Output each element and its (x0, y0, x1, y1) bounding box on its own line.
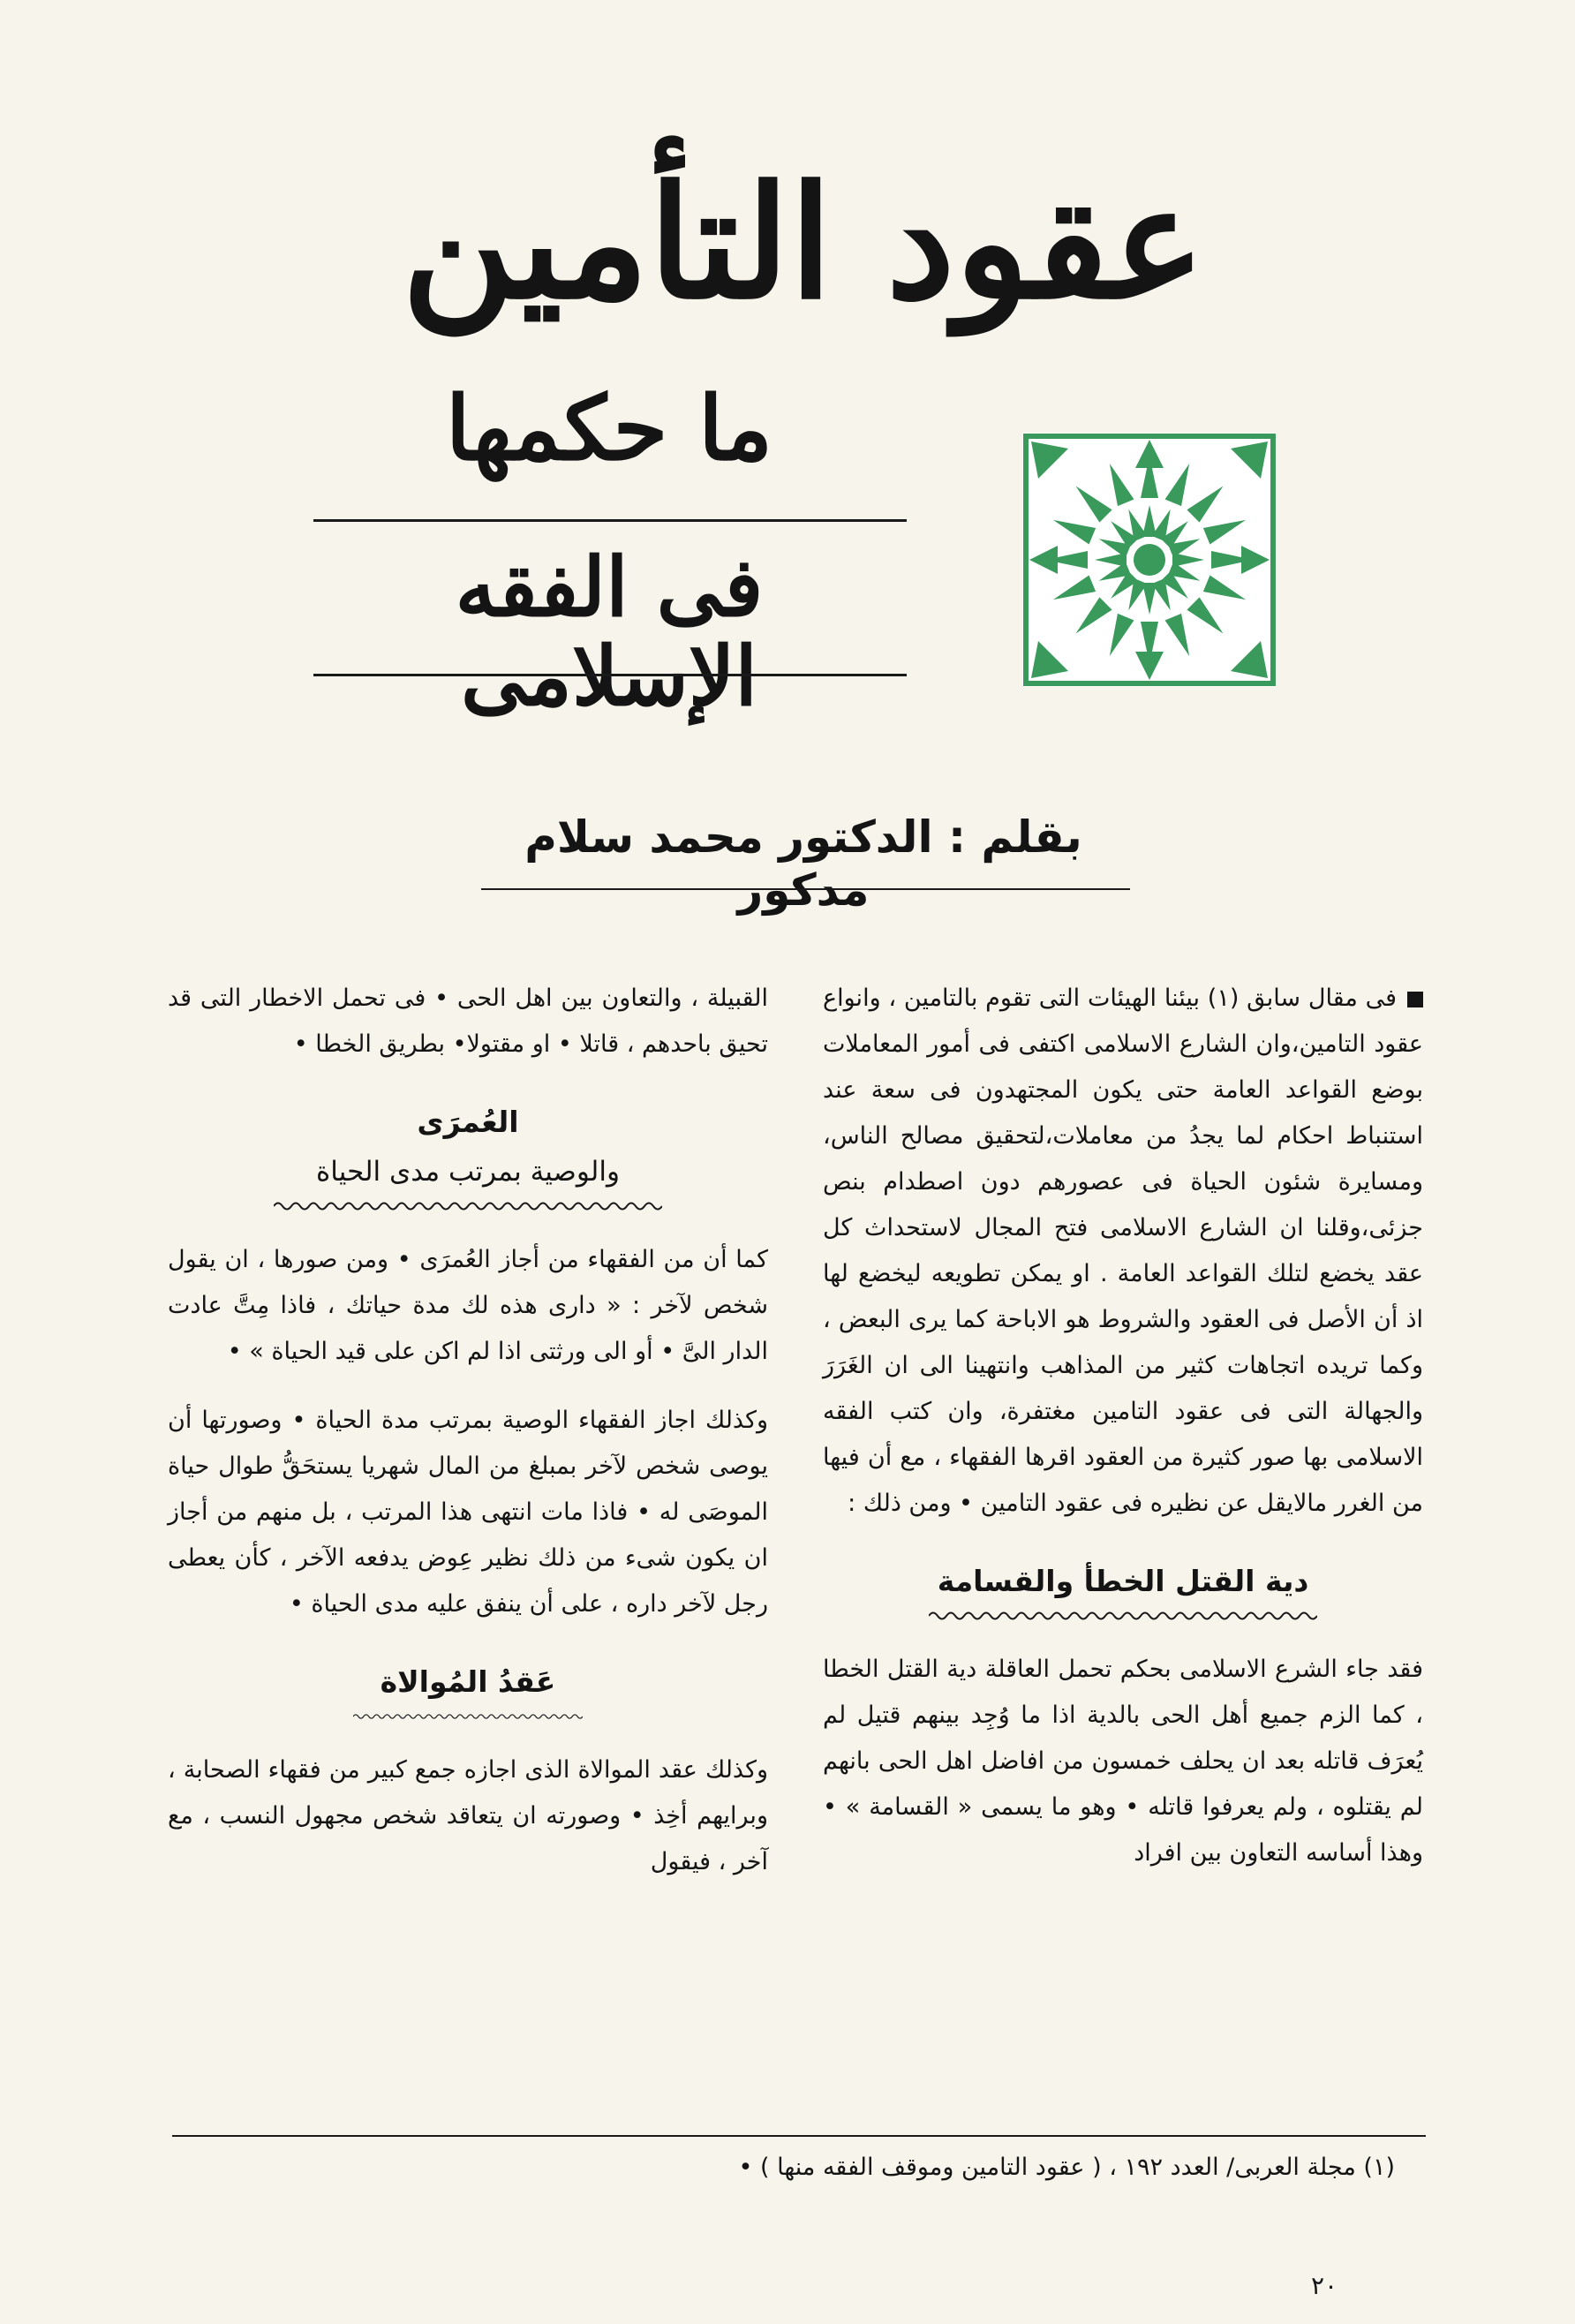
umra-paragraph: كما أن من الفقهاء من أجاز العُمرَى • ومن صورها ، ان يقول شخص لآخر : « دارى هذه لك مدة حياتك ، فاذا مِتَّ عادت الدار الىَّ • أو الى ورثتى اذا لم اكن على قيد الحياة » • (168, 1246, 768, 1365)
section-subheading-wasiyya: والوصية بمرتب مدى الحياة (316, 1156, 620, 1188)
section-heading-diya: دية القتل الخطأ والقسامة (937, 1564, 1309, 1598)
footnote: (١) مجلة العربى/ العدد ١٩٢ ، ( عقود التامين وموقف الفقه منها ) • (738, 2154, 1395, 2181)
intro-paragraph (823, 976, 1423, 1527)
title-underline (313, 674, 907, 676)
continuation-paragraph: القبيلة ، والتعاون بين اهل الحى • فى تحمل الاخطار التى قد تحيق باحدهم ، قاتلا • او مقتولا• بطريق الخطا • (168, 985, 768, 1058)
wasiyya-paragraph: وكذلك اجاز الفقهاء الوصية بمرتب مدة الحياة • وصورتها أن يوصى شخص لآخر بمبلغ من المال شهريا يستحَقُّ طوال حياة الموصَى له • فاذا مات انتهى هذا المرتب ، بل منهم من أجاز ان يكون شىء من ذلك نظير عِوض يدفعه الآخر ، كأن يعطى رجل لآخر داره ، على أن ينفق عليه مدى الحياة • (168, 1407, 768, 1618)
left-column (168, 976, 768, 1885)
wavy-divider (274, 1200, 662, 1212)
section-paragraph-diya: فقد جاء الشرع الاسلامى بحكم تحمل العاقلة دية القتل الخطا ، كما الزم جميع أهل الحى بالدية اذا ما وُجِد بينهم قتيل لم يُعرَف قاتله بعد ان يحلف خمسون من افاضل اهل الحى بانهم لم يقتلوه ، ولم يعرفوا قاتله • وهو ما يسمى « القسامة » • وهذا أساسه التعاون بين افراد (823, 1656, 1423, 1867)
muwalat-paragraph: وكذلك عقد الموالاة الذى اجازه جمع كبير من فقهاء الصحابة ، وبرايهم أخِذ • وصورته ان يتعاقد شخص مجهول النسب ، مع آخر ، فيقول (168, 1756, 768, 1875)
article-subtitle-1: ما حكمها (445, 376, 773, 480)
right-column (823, 976, 1423, 1876)
footnote-divider (172, 2135, 1426, 2137)
article-subtitle-2: فى الفقه الإسلامى (455, 540, 764, 725)
intro-text: فى مقال سابق (١) بيئنا الهيئات التى تقوم بالتامين ، وانواع عقود التامين،وان الشارع الاسلامى اكتفى فى أمور المعاملات بوضع القواعد العامة حتى يكون المجتهدون فى سعة عند استنباط احكام لما يجدُ من معاملات،لتحقيق مصالح الناس، ومسايرة شئون الحياة فى عصورهم دون اصطدام بنص جزئى،وقلنا ان الشارع الاسلامى فتح المجال لاستحداث كل عقد يخضع لتلك القواعد العامة . او يمكن تطويعه ليخضع لها اذ أن الأصل فى العقود والشروط هو الاباحة كما يرى البعض ، وكما تريده اتجاهات كثير من المذاهب وانتهينا الى ان الغَرَرَ والجهالة التى فى عقود التامين مغتفرة، وان كتب الفقه الاسلامى بها صور كثيرة من العقود اقرها الفقهاء ، مع أن فيها من الغرر مالايقل عن نظيره فى عقود التامين • ومن ذلك : (823, 985, 1423, 1517)
article-title: عقود التأمين (401, 153, 1206, 334)
section-heading-muwalat: عَقدُ المُوالاة (380, 1664, 556, 1699)
square-bullet-icon (1407, 992, 1423, 1007)
title-divider (313, 519, 907, 522)
author-byline: بقلم : الدكتور محمد سلام مدكور (524, 811, 1082, 916)
byline-underline (481, 888, 1130, 890)
section-heading-umra: العُمرَى (417, 1105, 519, 1139)
page-number: ٢٠ (1310, 2271, 1338, 2300)
wavy-divider (929, 1610, 1317, 1622)
wavy-divider (353, 1710, 583, 1723)
islamic-star-pattern-icon (1022, 433, 1277, 687)
